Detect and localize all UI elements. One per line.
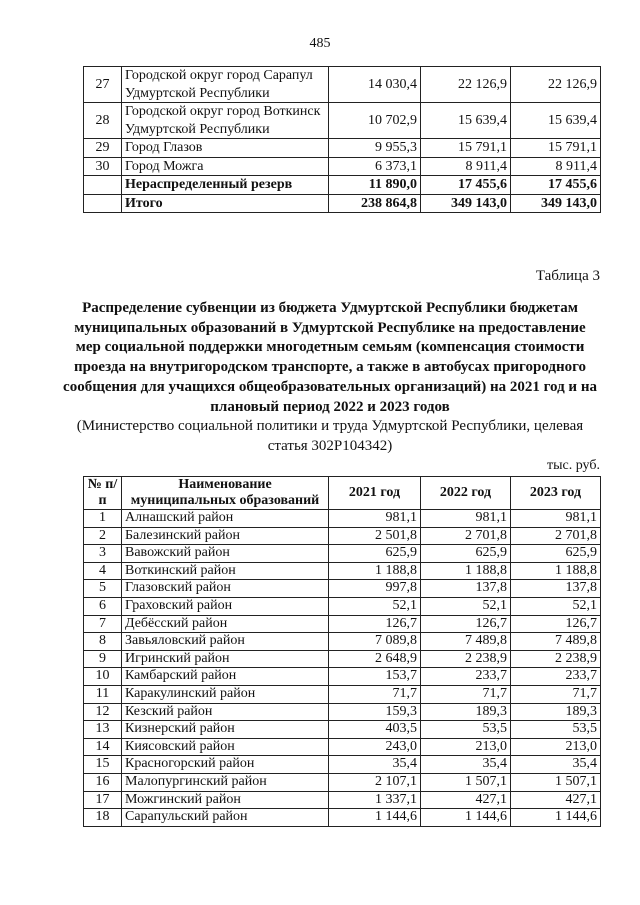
value-2023: 22 126,9 bbox=[511, 67, 601, 103]
value-2021: 1 337,1 bbox=[329, 791, 421, 809]
row-number: 12 bbox=[84, 703, 122, 721]
value-2022: 137,8 bbox=[421, 580, 511, 598]
row-number: 29 bbox=[84, 139, 122, 158]
value-2023: 52,1 bbox=[511, 597, 601, 615]
value-2021: 7 089,8 bbox=[329, 633, 421, 651]
value-2021: 981,1 bbox=[329, 510, 421, 528]
row-number: 15 bbox=[84, 756, 122, 774]
municipality-name: Граховский район bbox=[122, 597, 329, 615]
table-row bbox=[84, 545, 601, 563]
value-2023: 427,1 bbox=[511, 791, 601, 809]
table-row bbox=[84, 67, 601, 103]
value-2021: 1 188,8 bbox=[329, 562, 421, 580]
value-2023: 8 911,4 bbox=[511, 157, 601, 176]
value-2021: 625,9 bbox=[329, 545, 421, 563]
value-2021: 2 648,9 bbox=[329, 650, 421, 668]
municipality-name: Игринский район bbox=[122, 650, 329, 668]
total-2023: 349 143,0 bbox=[511, 194, 601, 213]
value-2022: 1 188,8 bbox=[421, 562, 511, 580]
table-row bbox=[84, 738, 601, 756]
row-number: 16 bbox=[84, 773, 122, 791]
total-2022: 349 143,0 bbox=[421, 194, 511, 213]
value-2021: 10 702,9 bbox=[329, 103, 421, 139]
value-2022: 35,4 bbox=[421, 756, 511, 774]
municipality-name: Алнашский район bbox=[122, 510, 329, 528]
table-row bbox=[84, 580, 601, 598]
row-number: 27 bbox=[84, 67, 122, 103]
municipality-name: Глазовский район bbox=[122, 580, 329, 598]
value-2022: 15 791,1 bbox=[421, 139, 511, 158]
municipality-name: Сарапульский район bbox=[122, 809, 329, 827]
value-2022: 625,9 bbox=[421, 545, 511, 563]
value-2023: 1 188,8 bbox=[511, 562, 601, 580]
municipality-name: Малопургинский район bbox=[122, 773, 329, 791]
header-2022: 2022 год bbox=[421, 477, 511, 510]
value-2021: 2 501,8 bbox=[329, 527, 421, 545]
municipality-name: Каракулинский район bbox=[122, 685, 329, 703]
table-row bbox=[84, 791, 601, 809]
table-row bbox=[84, 668, 601, 686]
table-row bbox=[84, 157, 601, 176]
municipality-name: Воткинский район bbox=[122, 562, 329, 580]
row-number: 2 bbox=[84, 527, 122, 545]
reserve-2021: 11 890,0 bbox=[329, 176, 421, 195]
value-2021: 71,7 bbox=[329, 685, 421, 703]
empty-cell bbox=[84, 176, 122, 195]
value-2023: 1 144,6 bbox=[511, 809, 601, 827]
value-2022: 233,7 bbox=[421, 668, 511, 686]
table-row bbox=[84, 685, 601, 703]
table-row bbox=[84, 562, 601, 580]
municipality-name: Кезский район bbox=[122, 703, 329, 721]
row-number: 6 bbox=[84, 597, 122, 615]
row-number: 13 bbox=[84, 721, 122, 739]
value-2022: 71,7 bbox=[421, 685, 511, 703]
table-row bbox=[84, 615, 601, 633]
value-2023: 35,4 bbox=[511, 756, 601, 774]
row-number: 17 bbox=[84, 791, 122, 809]
value-2023: 15 791,1 bbox=[511, 139, 601, 158]
value-2021: 14 030,4 bbox=[329, 67, 421, 103]
value-2023: 625,9 bbox=[511, 545, 601, 563]
row-number: 4 bbox=[84, 562, 122, 580]
value-2022: 126,7 bbox=[421, 615, 511, 633]
municipality-name: Вавожский район bbox=[122, 545, 329, 563]
row-number: 30 bbox=[84, 157, 122, 176]
table-row bbox=[84, 139, 601, 158]
value-2022: 2 701,8 bbox=[421, 527, 511, 545]
table-row bbox=[84, 597, 601, 615]
value-2021: 997,8 bbox=[329, 580, 421, 598]
page-number: 485 bbox=[309, 36, 331, 51]
value-2021: 243,0 bbox=[329, 738, 421, 756]
row-number: 14 bbox=[84, 738, 122, 756]
header-2023: 2023 год bbox=[511, 477, 601, 510]
table-row bbox=[84, 773, 601, 791]
table-row bbox=[84, 103, 601, 139]
municipality-name: Камбарский район bbox=[122, 668, 329, 686]
header-2021: 2021 год bbox=[329, 477, 421, 510]
row-number: 11 bbox=[84, 685, 122, 703]
value-2022: 15 639,4 bbox=[421, 103, 511, 139]
table-row bbox=[84, 510, 601, 528]
value-2023: 7 489,8 bbox=[511, 633, 601, 651]
municipality-name: Городской округ город Воткинск Удмуртской Республики bbox=[122, 103, 329, 139]
value-2022: 7 489,8 bbox=[421, 633, 511, 651]
unit-label: тыс. руб. bbox=[547, 458, 600, 473]
reserve-label: Нераспределенный резерв bbox=[122, 176, 329, 195]
value-2021: 126,7 bbox=[329, 615, 421, 633]
table-title bbox=[60, 299, 600, 457]
header-name: Наименование муниципальных образований bbox=[122, 477, 329, 510]
value-2021: 52,1 bbox=[329, 597, 421, 615]
table-row bbox=[84, 721, 601, 739]
municipality-name: Город Глазов bbox=[122, 139, 329, 158]
table-row bbox=[84, 756, 601, 774]
total-label: Итого bbox=[122, 194, 329, 213]
value-2022: 1 144,6 bbox=[421, 809, 511, 827]
value-2023: 981,1 bbox=[511, 510, 601, 528]
table-row bbox=[84, 809, 601, 827]
table-label: Таблица 3 bbox=[535, 268, 600, 284]
subvention-table bbox=[83, 476, 601, 827]
table-title-subtitle: (Министерство социальной политики и труда Удмуртской Республики, целевая статья 302Р104342) bbox=[76, 418, 584, 454]
table-row bbox=[84, 176, 601, 195]
row-number: 9 bbox=[84, 650, 122, 668]
empty-cell bbox=[84, 194, 122, 213]
row-number: 7 bbox=[84, 615, 122, 633]
value-2021: 1 144,6 bbox=[329, 809, 421, 827]
header-row bbox=[84, 477, 601, 510]
value-2023: 2 238,9 bbox=[511, 650, 601, 668]
table-row bbox=[84, 194, 601, 213]
value-2023: 1 507,1 bbox=[511, 773, 601, 791]
value-2022: 22 126,9 bbox=[421, 67, 511, 103]
continued-table bbox=[83, 66, 601, 213]
value-2023: 53,5 bbox=[511, 721, 601, 739]
row-number: 1 bbox=[84, 510, 122, 528]
row-number: 18 bbox=[84, 809, 122, 827]
value-2021: 35,4 bbox=[329, 756, 421, 774]
value-2023: 213,0 bbox=[511, 738, 601, 756]
municipality-name: Кизнерский район bbox=[122, 721, 329, 739]
value-2023: 233,7 bbox=[511, 668, 601, 686]
municipality-name: Балезинский район bbox=[122, 527, 329, 545]
row-number: 3 bbox=[84, 545, 122, 563]
municipality-name: Городской округ город Сарапул Удмуртской Республики bbox=[122, 67, 329, 103]
table-row bbox=[84, 703, 601, 721]
value-2023: 126,7 bbox=[511, 615, 601, 633]
value-2022: 53,5 bbox=[421, 721, 511, 739]
table-row bbox=[84, 633, 601, 651]
value-2023: 137,8 bbox=[511, 580, 601, 598]
value-2022: 189,3 bbox=[421, 703, 511, 721]
value-2022: 427,1 bbox=[421, 791, 511, 809]
row-number: 8 bbox=[84, 633, 122, 651]
value-2022: 2 238,9 bbox=[421, 650, 511, 668]
value-2022: 981,1 bbox=[421, 510, 511, 528]
value-2022: 8 911,4 bbox=[421, 157, 511, 176]
value-2021: 403,5 bbox=[329, 721, 421, 739]
reserve-2023: 17 455,6 bbox=[511, 176, 601, 195]
municipality-name: Красногорский район bbox=[122, 756, 329, 774]
header-number: № п/п bbox=[84, 477, 122, 510]
table-title-bold: Распределение субвенции из бюджета Удмуртской Республики бюджетам муниципальных образований в Удмуртской Республике на предоставление мер социальной поддержки многодетным семьям (компенсация стоимости проезда на внутригородском транспорте, а также в автобусах пригородного сообщения для учащихся общеобразовательных организаций) на 2021 год и на плановый период 2022 и 2023 годов bbox=[63, 300, 597, 415]
municipality-name: Можгинский район bbox=[122, 791, 329, 809]
table-row bbox=[84, 650, 601, 668]
row-number: 5 bbox=[84, 580, 122, 598]
municipality-name: Город Можга bbox=[122, 157, 329, 176]
municipality-name: Завьяловский район bbox=[122, 633, 329, 651]
value-2021: 153,7 bbox=[329, 668, 421, 686]
value-2022: 52,1 bbox=[421, 597, 511, 615]
value-2023: 15 639,4 bbox=[511, 103, 601, 139]
value-2021: 2 107,1 bbox=[329, 773, 421, 791]
value-2022: 213,0 bbox=[421, 738, 511, 756]
value-2022: 1 507,1 bbox=[421, 773, 511, 791]
municipality-name: Дебёсский район bbox=[122, 615, 329, 633]
row-number: 28 bbox=[84, 103, 122, 139]
row-number: 10 bbox=[84, 668, 122, 686]
value-2021: 159,3 bbox=[329, 703, 421, 721]
table-row bbox=[84, 527, 601, 545]
value-2023: 71,7 bbox=[511, 685, 601, 703]
value-2023: 2 701,8 bbox=[511, 527, 601, 545]
value-2021: 6 373,1 bbox=[329, 157, 421, 176]
value-2021: 9 955,3 bbox=[329, 139, 421, 158]
municipality-name: Киясовский район bbox=[122, 738, 329, 756]
total-2021: 238 864,8 bbox=[329, 194, 421, 213]
reserve-2022: 17 455,6 bbox=[421, 176, 511, 195]
value-2023: 189,3 bbox=[511, 703, 601, 721]
